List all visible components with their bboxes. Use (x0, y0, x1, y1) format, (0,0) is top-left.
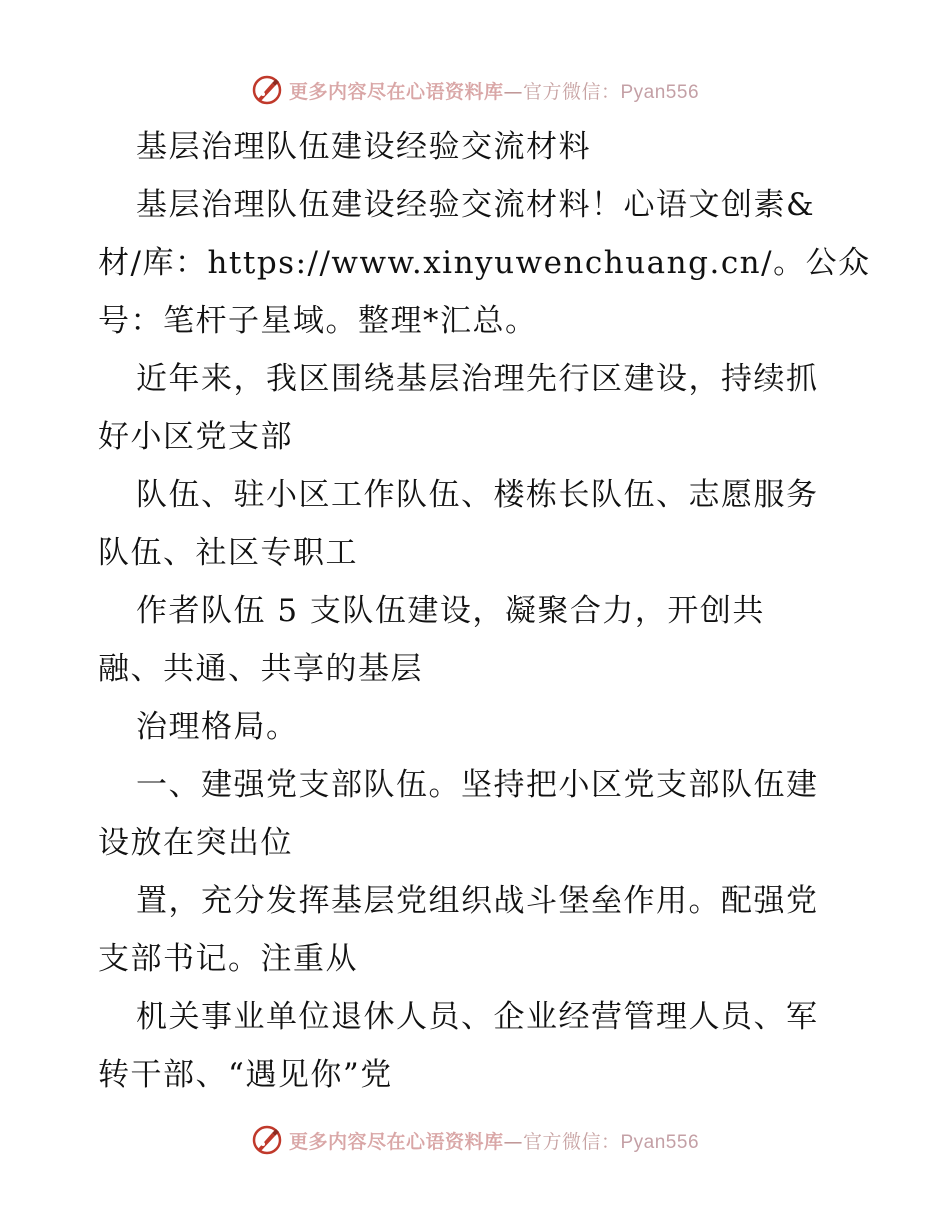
text-line: 转干部、“遇见你”党 (98, 1057, 393, 1093)
document-body (98, 118, 871, 1104)
text-line: 基层治理队伍建设经验交流材料 (136, 129, 591, 165)
header-banner-text (289, 77, 699, 104)
text-line: 近年来，我区围绕基层治理先行区建设，持续抓 (136, 361, 819, 397)
footer-wechat-label: 官方微信： (522, 1130, 621, 1153)
text-line: 好小区党支部 (98, 419, 293, 455)
header-brand: 更多内容尽在心语资料库 (288, 80, 504, 103)
pen-logo-icon (251, 74, 283, 106)
header-wechat-label: 官方微信： (522, 80, 621, 103)
header-dash: — (503, 80, 523, 103)
footer-banner-text (289, 1127, 699, 1154)
text-line: 号：笔杆子星域。整理*汇总。 (98, 303, 538, 339)
header-account: Pyan556 (620, 81, 700, 103)
text-line: 支部书记。注重从 (98, 941, 358, 977)
header-banner (0, 70, 950, 110)
text-line: 设放在突出位 (98, 825, 293, 861)
pen-logo-icon (251, 1124, 283, 1156)
text-line: 置，充分发挥基层党组织战斗堡垒作用。配强党 (136, 883, 819, 919)
text-line: 队伍、社区专职工 (98, 535, 358, 571)
footer-account: Pyan556 (620, 1131, 700, 1153)
footer-banner (0, 1120, 950, 1160)
text-line: 融、共通、共享的基层 (98, 651, 423, 687)
text-line: 治理格局。 (136, 709, 299, 745)
footer-dash: — (503, 1130, 523, 1153)
footer-brand: 更多内容尽在心语资料库 (288, 1130, 504, 1153)
text-line: 作者队伍 5 支队伍建设，凝聚合力，开创共 (136, 593, 765, 629)
text-line: 材/库：https://www.xinyuwenchuang.cn/。公众 (98, 245, 871, 281)
text-line: 队伍、驻小区工作队伍、楼栋长队伍、志愿服务 (136, 477, 819, 513)
text-line: 基层治理队伍建设经验交流材料！心语文创素& (136, 187, 816, 223)
text-line: 一、建强党支部队伍。坚持把小区党支部队伍建 (136, 767, 819, 803)
text-line: 机关事业单位退休人员、企业经营管理人员、军 (136, 999, 819, 1035)
